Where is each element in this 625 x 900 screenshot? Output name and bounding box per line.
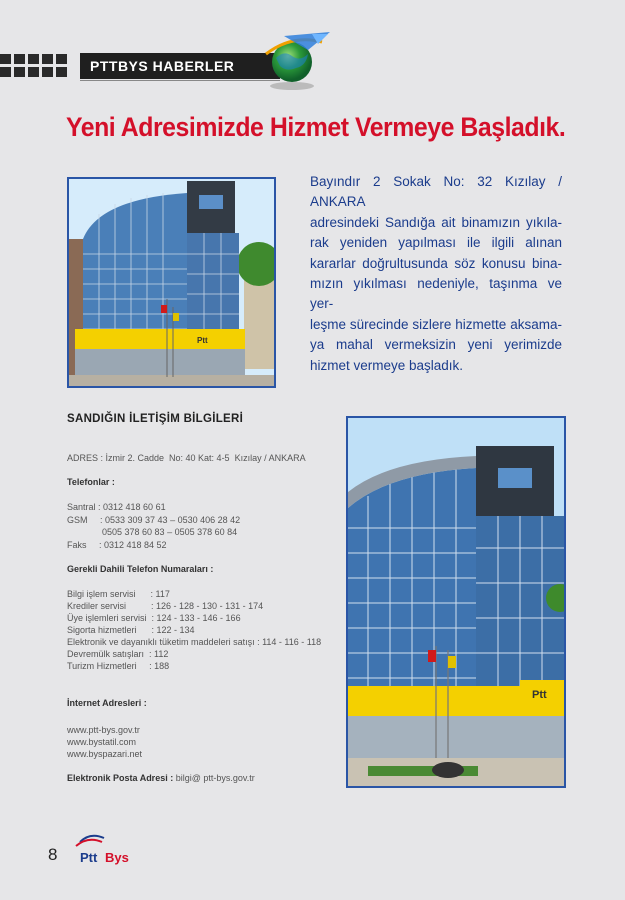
internal-line: Devremülk satışları : 112 [67,649,169,659]
contact-heading: SANDIĞIN İLETİŞİM BİLGİLERİ [67,413,244,425]
email-link[interactable]: bilgi@ ptt-bys.gov.tr [175,773,255,783]
lead-line: Bayındır 2 Sokak No: 32 Kızılay / ANKARA [310,174,562,210]
web-link[interactable]: www.byspazari.net [67,749,143,759]
lead-line: kararlar doğrultusunda söz konusu bina- [310,255,562,271]
logo-bys: Bys [105,850,129,865]
internal-heading-text: Gerekli Dahili Telefon Numaraları : [67,564,214,574]
building-photo-small [67,177,276,388]
internal-line: Krediler servisi : 126 - 128 - 130 - 131 - 174 [67,601,264,611]
building-photo-large [346,416,566,788]
internal-heading [67,563,213,575]
web-heading-text: İnternet Adresleri : [67,698,147,708]
pttbys-logo [74,832,134,866]
lead-line: hizmet vermeye başladık. [310,357,464,373]
logo-ptt: Ptt [80,850,98,865]
web-link[interactable]: www.bystatil.com [67,737,137,747]
page-number: 8 [48,845,58,864]
globe-icon [262,28,332,94]
page-title: Yeni Adresimizde Hizmet Vermeye Başladık. [66,112,566,142]
lead-line: ya mahal vermeksizin yeni yerimizde [310,337,562,353]
lead-line: rak yeniden yapılması ile ilgili alınan [310,235,562,251]
internal-line: Turizm Hizmetleri : 188 [67,661,170,671]
email-label: Elektronik Posta Adresi : [67,773,174,783]
building-sign: Ptt [197,336,208,345]
lead-paragraph [310,172,562,376]
lead-line: adresindeki Sandığa ait binamızın yıkıla- [310,214,562,230]
web-heading [67,697,147,709]
lead-line: mızın yıkılması nedeniyle, taşınma ve yer- [310,276,562,312]
phones-heading-text: Telefonlar : [67,477,115,487]
phones-heading [67,476,115,488]
address-line: ADRES : İzmir 2. Cadde No: 40 Kat: 4-5 Kızılay / ANKARA [67,453,306,463]
building-sign: Ptt [532,689,547,701]
internal-line: Üye işlemleri servisi : 124 - 133 - 146 - 166 [67,613,241,623]
internal-line: Sigorta hizmetleri : 122 - 134 [67,625,195,635]
internal-line: Elektronik ve dayanıklı tüketim maddeleri satışı : 114 - 116 - 118 [67,637,322,647]
section-label: PTTBYS HABERLER [80,53,280,79]
web-link[interactable]: www.ptt-bys.gov.tr [67,725,140,735]
phone-line: GSM : 0533 309 37 43 – 0530 406 28 42 [67,515,241,525]
phone-line: Santral : 0312 418 60 61 [67,502,166,512]
lead-line: leşme sürecinde sizlere hizmette aksama- [310,316,562,332]
phone-line: 0505 378 60 83 – 0505 378 60 84 [67,527,238,537]
internal-line: Bilgi işlem servisi : 117 [67,589,170,599]
header-divider [80,80,280,81]
fax-line: Faks : 0312 418 84 52 [67,540,167,550]
email-line [67,772,255,784]
